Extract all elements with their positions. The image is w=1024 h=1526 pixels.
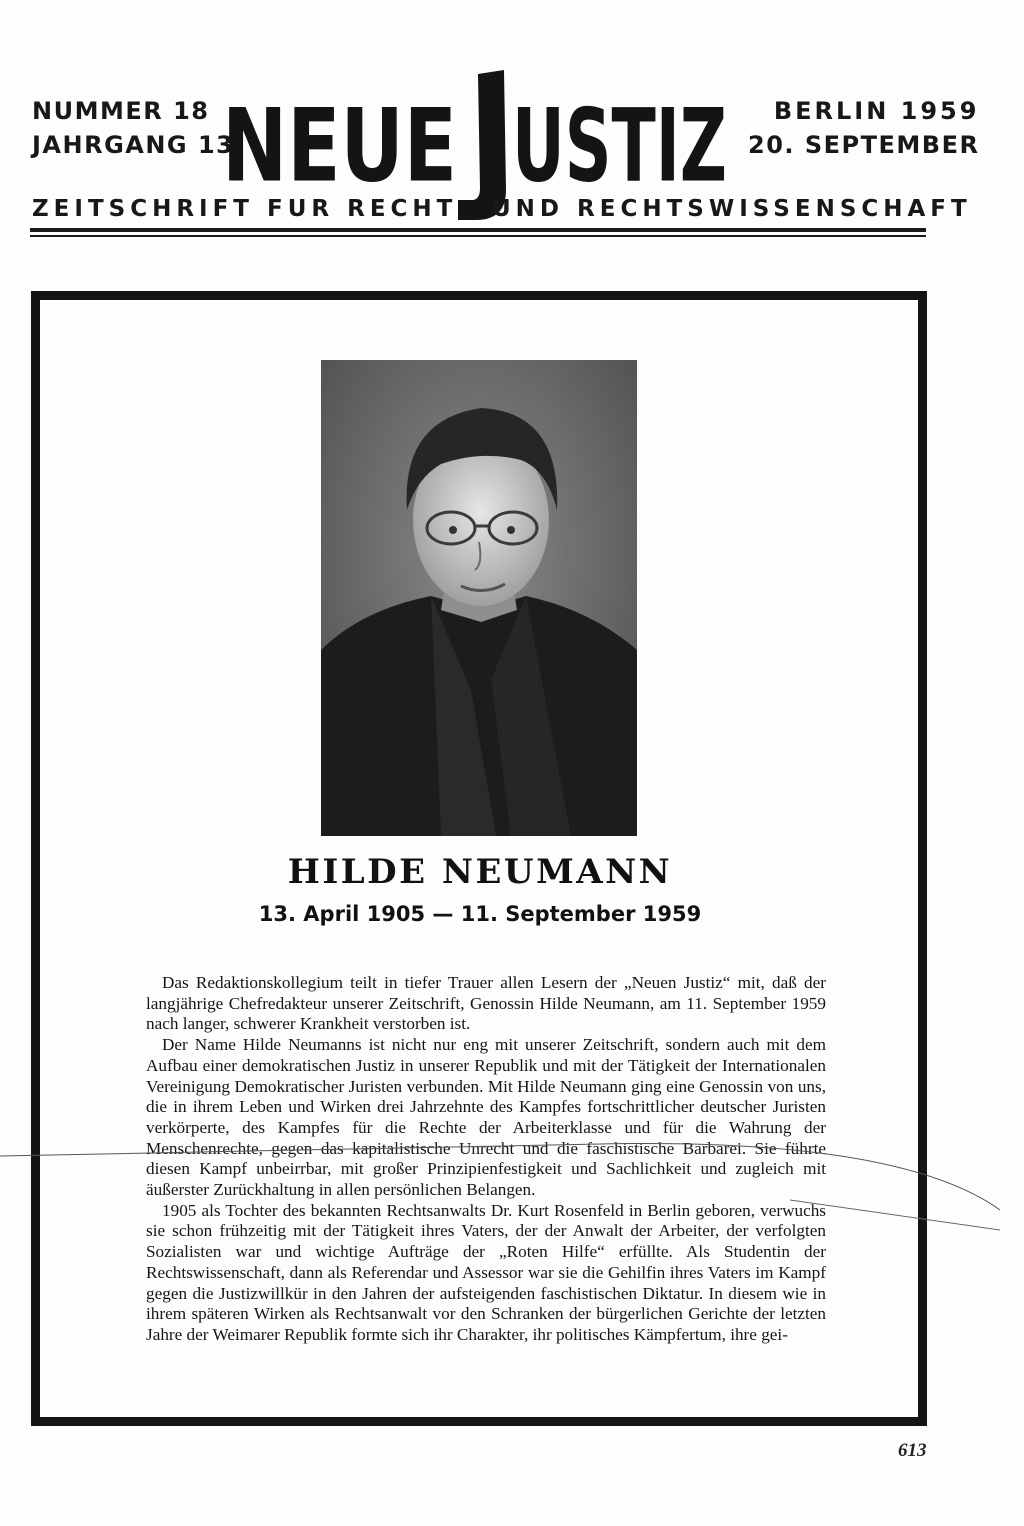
svg-text:USTIZ: USTIZ: [512, 86, 727, 205]
issue-number: NUMMER 18: [32, 97, 210, 125]
subtitle-left: ZEITSCHRIFT FUR RECHT: [32, 196, 458, 222]
obituary-paragraph-1: Das Redaktionskollegium teilt in tiefer Trauer allen Lesern der „Neuen Justiz“ mit, daß der langjährige Chefredakteur unserer Zeitschrift, Genossin Hilde Neumann, am 11. September 1959 nach langer, schwerer Krankheit verstorben ist.: [146, 973, 826, 1034]
svg-text:NEUE: NEUE: [222, 86, 457, 205]
deceased-name: HILDE NEUMANN: [287, 852, 673, 892]
portrait-photo: [321, 360, 637, 836]
masthead-right: [748, 94, 979, 162]
place-year: BERLIN 1959: [773, 97, 980, 125]
life-dates: 13. April 1905 — 11. September 1959: [258, 902, 702, 926]
masthead-left: [32, 94, 234, 162]
issue-date: 20. SEPTEMBER: [748, 131, 980, 159]
obituary-text: [146, 973, 826, 1346]
masthead-rule: [30, 228, 926, 232]
volume-number: JAHRGANG 13: [32, 131, 235, 159]
subtitle-right: UND RECHTSWISSENSCHAFT: [492, 196, 972, 222]
obituary-paragraph-2: Der Name Hilde Neumanns ist nicht nur eng mit unserer Zeitschrift, sondern auch mit dem Aufbau einer demokratischen Justiz in unserer Republik und mit der Tätigkeit der Internationalen Vereinigung Demokratischer Juristen verbunden. Mit Hilde Neumann ging eine Genossin von uns, die in ihrem Leben und Wirken drei Jahrzehnte des Kampfes fortschrittlicher deutscher Juristen verkörperte, des Kampfes für die Rechte der Arbeiterklasse und für die Wahrung der Menschenrechte, gegen das kapitalistische Unrecht und die faschistische Barbarei. Sie führte diesen Kampf unbeirrbar, mit großer Prinzipienfestigkeit und Sachlichkeit und zugleich mit äußerster Zurückhaltung in allen persönlichen Belangen.: [146, 1035, 826, 1200]
page-number: 613: [898, 1440, 927, 1461]
obituary-paragraph-3: 1905 als Tochter des bekannten Rechtsanwalts Dr. Kurt Rosenfeld in Berlin geboren, verwuchs sie schon frühzeitig mit der Tätigkeit ihres Vaters, der der Anwalt der Arbeiter, der verfolgten Sozialisten war und wichtige Aufträge der „Roten Hilfe“ erfüllte. Als Studentin der Rechtswissenschaft, dann als Referendar und Assessor war sie die Gehilfin ihres Vaters im Kampf gegen die Justizwillkür in den Jahren der aufsteigenden faschistischen Diktatur. In diesem wie in ihrem späteren Wirken als Rechtsanwalt vor den Schranken der bürgerlichen Gerichte der letzten Jahre der Weimarer Republik formte sich ihr Charakter, ihr politisches Kämpfertum, ihre gei-: [146, 1200, 826, 1344]
masthead-rule-thin: [30, 235, 926, 237]
portrait-illustration: [321, 360, 637, 836]
